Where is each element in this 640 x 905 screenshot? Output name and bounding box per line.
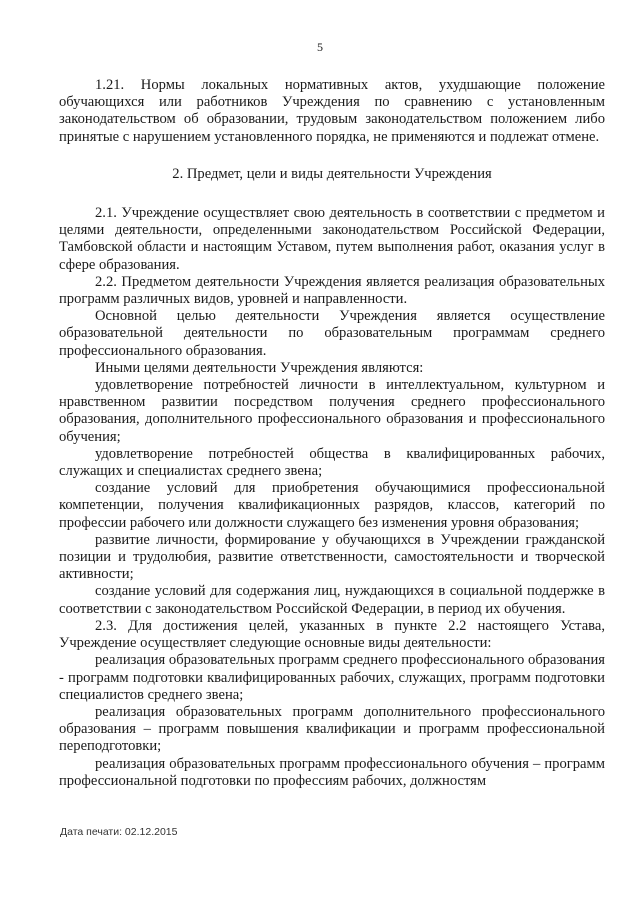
paragraph-2-3: 2.3. Для достижения целей, указанных в пункте 2.2 настоящего Устава, Учреждение осуществляет следующие основные виды деятельности: — [59, 617, 605, 652]
list-item: реализация образовательных программ среднего профессионального образования - программ подготовки квалифицированных рабочих, служащих, программ подготовки специалистов среднего звена; — [59, 652, 605, 703]
page-number: 5 — [317, 40, 323, 54]
paragraph-other-goals-intro: Иными целями деятельности Учреждения являются: — [95, 359, 424, 376]
paragraph-2-1: 2.1. Учреждение осуществляет свою деятельность в соответствии с предметом и целями деятельности, определенными законодательством Российской Федерации, Тамбовской области и настоящим Уставом, путем выполнения работ, оказания услуг в сфере образования. — [59, 205, 605, 273]
paragraph-1-21: 1.21. Нормы локальных нормативных актов, ухудшающие положение обучающихся или работников Учреждения по сравнению с установленным законодательством об образовании, трудовым законодательством положением либо принятые с нарушением установленного порядка, не применяются и подлежат отмене. — [59, 77, 605, 145]
print-date-footer: Дата печати: 02.12.2015 — [60, 826, 178, 838]
list-item: реализация образовательных программ дополнительного профессионального образования – программ повышения квалификации и программ профессиональной переподготовки; — [59, 703, 605, 755]
document-body — [59, 77, 605, 790]
list-item: удовлетворение потребностей общества в квалифицированных рабочих, служащих и специалистах среднего звена; — [59, 445, 605, 480]
list-item: реализация образовательных программ профессионального обучения – программ профессиональной подготовки по профессиям рабочих, должностям — [59, 755, 605, 789]
list-item: удовлетворение потребностей личности в интеллектуальном, культурном и нравственном развитии посредством получения среднего профессионального образования, дополнительного профессионального образования и профессионального обучения; — [59, 377, 605, 445]
list-item: создание условий для приобретения обучающимися профессиональной компетенции, получения квалификационных разрядов, классов, категорий по профессии рабочего или должности служащего без изменения уровня образования; — [59, 480, 605, 531]
section-heading: 2. Предмет, цели и виды деятельности Учреждения — [172, 165, 492, 182]
paragraph-2-2: 2.2. Предметом деятельности Учреждения является реализация образовательных программ различных видов, уровней и направленности. — [59, 273, 605, 308]
list-item: развитие личности, формирование у обучающихся в Учреждении гражданской позиции и трудолюбия, развитие ответственности, самостоятельности и творческой активности; — [59, 531, 605, 583]
paragraph-main-goal: Основной целью деятельности Учреждения является осуществление образовательной деятельности по образовательным программам среднего профессионального образования. — [59, 308, 605, 359]
list-item: создание условий для содержания лиц, нуждающихся в социальной поддержке в соответствии с законодательством Российской Федерации, в период их обучения. — [59, 583, 605, 617]
